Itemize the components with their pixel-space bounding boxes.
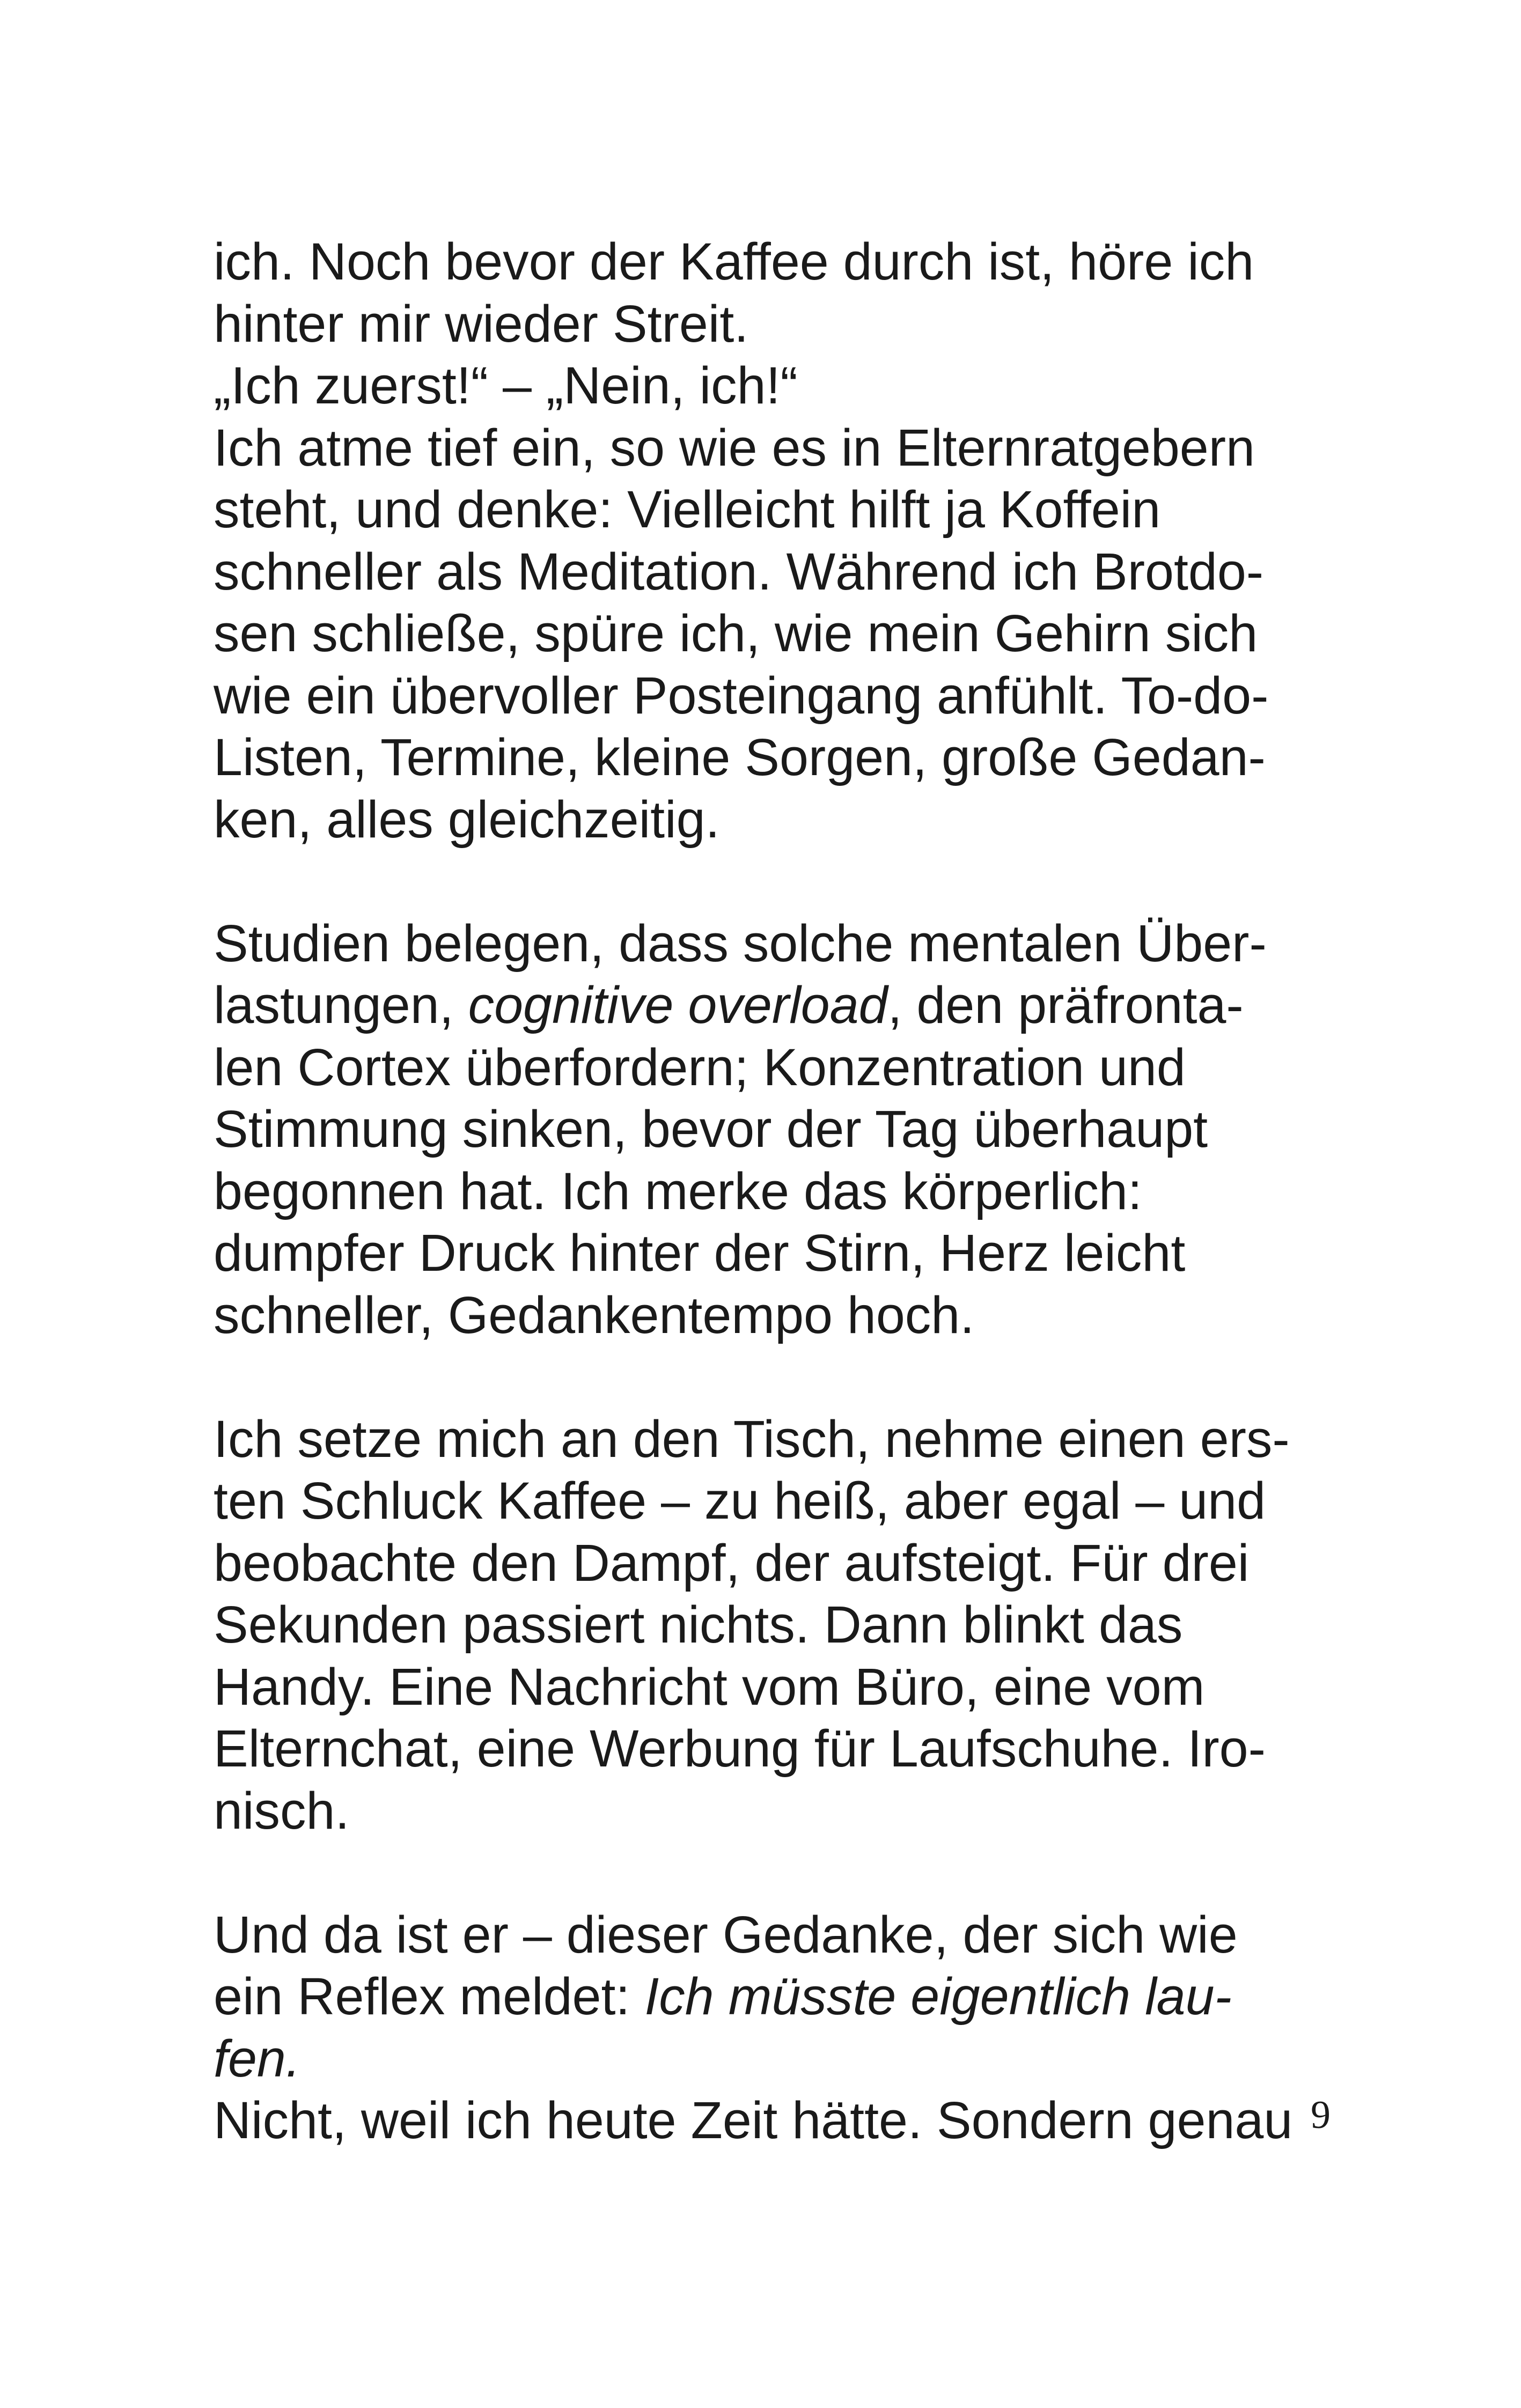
text-line	[214, 974, 1329, 1036]
text-line	[214, 1284, 1329, 1346]
text-line	[214, 1222, 1329, 1284]
text-segment: Stimmung sinken, bevor der Tag überhaupt	[214, 1100, 1208, 1158]
body-text	[214, 231, 1329, 2152]
text-segment: Elternchat, eine Werbung für Laufschuhe. Iro-	[214, 1719, 1266, 1778]
paragraph	[214, 231, 1329, 850]
text-line	[214, 912, 1329, 975]
text-segment: len Cortex überfordern; Konzentration und	[214, 1037, 1186, 1096]
text-segment: Und da ist er – dieser Gedanke, der sich wie	[214, 1905, 1238, 1964]
page-number: 9	[1311, 2093, 1331, 2137]
text-line	[214, 665, 1329, 727]
text-segment: ken, alles gleichzeitig.	[214, 790, 720, 849]
paragraph-gap	[214, 850, 1329, 912]
text-segment: dumpfer Druck hinter der Stirn, Herz leicht	[214, 1224, 1186, 1282]
text-segment: lastungen,	[214, 976, 468, 1034]
text-segment: Handy. Eine Nachricht vom Büro, eine vom	[214, 1657, 1205, 1716]
paragraph-gap	[214, 1842, 1329, 1904]
text-line	[214, 293, 1329, 355]
paragraph	[214, 912, 1329, 1346]
text-segment: wie ein übervoller Posteingang anfühlt. To-do-	[214, 666, 1269, 725]
text-line	[214, 1718, 1329, 1780]
text-line	[214, 726, 1329, 789]
text-segment: beobachte den Dampf, der aufsteigt. Für drei	[214, 1533, 1250, 1592]
text-line	[214, 478, 1329, 541]
text-segment: ein Reflex meldet:	[214, 1967, 645, 2026]
text-segment: ich. Noch bevor der Kaffee durch ist, höre ich	[214, 232, 1254, 291]
text-segment: Sekunden passiert nichts. Dann blinkt das	[214, 1595, 1183, 1654]
text-line	[214, 1656, 1329, 1718]
text-segment: „Ich zuerst!“ – „Nein, ich!“	[214, 356, 798, 415]
italic-text: fen.	[214, 2029, 300, 2088]
text-line	[214, 1036, 1329, 1099]
text-segment: , den präfronta-	[887, 976, 1244, 1034]
text-line	[214, 1965, 1329, 2028]
text-line	[214, 1594, 1329, 1656]
text-line	[214, 1532, 1329, 1594]
text-segment: steht, und denke: Vielleicht hilft ja Koffein	[214, 480, 1161, 539]
text-line	[214, 1098, 1329, 1160]
text-line	[214, 602, 1329, 665]
text-line	[214, 231, 1329, 293]
paragraph	[214, 1408, 1329, 1842]
text-line	[214, 355, 1329, 417]
text-line	[214, 1904, 1329, 1966]
paragraph-gap	[214, 1346, 1329, 1408]
text-line	[214, 417, 1329, 479]
text-segment: schneller als Meditation. Während ich Brotdo-	[214, 542, 1264, 601]
text-segment: ten Schluck Kaffee – zu heiß, aber egal – und	[214, 1471, 1266, 1530]
text-line	[214, 2028, 1329, 2090]
text-line	[214, 2089, 1329, 2152]
text-line	[214, 1408, 1329, 1470]
text-line	[214, 789, 1329, 851]
text-segment: Studien belegen, dass solche mentalen Über-	[214, 914, 1267, 973]
text-line	[214, 1160, 1329, 1223]
text-line	[214, 541, 1329, 603]
text-line	[214, 1470, 1329, 1532]
text-segment: Nicht, weil ich heute Zeit hätte. Sondern genau	[214, 2091, 1293, 2149]
text-segment: nisch.	[214, 1781, 350, 1840]
text-line	[214, 1780, 1329, 1842]
text-segment: Ich atme tief ein, so wie es in Elternratgebern	[214, 418, 1255, 477]
italic-text: cognitive overload	[468, 976, 888, 1034]
italic-text: Ich müsste eigentlich lau-	[644, 1967, 1232, 2026]
text-segment: sen schließe, spüre ich, wie mein Gehirn sich	[214, 604, 1258, 662]
text-segment: schneller, Gedankentempo hoch.	[214, 1285, 975, 1344]
text-segment: Ich setze mich an den Tisch, nehme einen ers-	[214, 1409, 1290, 1468]
text-segment: hinter mir wieder Streit.	[214, 294, 749, 353]
text-segment: Listen, Termine, kleine Sorgen, große Gedan-	[214, 728, 1266, 786]
text-segment: begonnen hat. Ich merke das körperlich:	[214, 1161, 1142, 1220]
paragraph	[214, 1904, 1329, 2152]
